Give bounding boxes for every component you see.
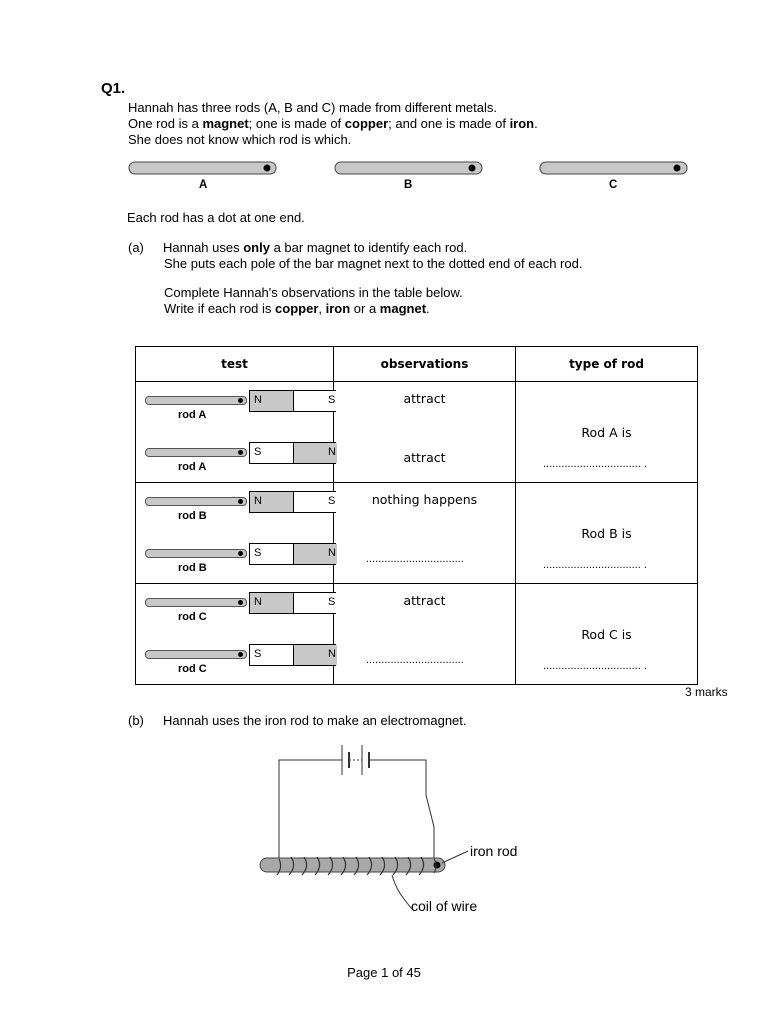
- rod-icon: [145, 549, 247, 558]
- observation-b-2-blank[interactable]: ................................: [366, 553, 464, 565]
- table-row: [136, 382, 698, 483]
- intro-line-2: One rod is a magnet; one is made of copper; and one is made of iron.: [128, 116, 538, 131]
- header-test: test: [136, 347, 334, 382]
- observation-cell: [334, 584, 516, 685]
- intro-line-3: She does not know which rod is which.: [128, 132, 352, 147]
- bar-magnet-s-facing: S N: [249, 442, 336, 464]
- bar-magnet-s-facing: S N: [249, 543, 336, 565]
- bar-magnet-n-facing: N S: [249, 592, 336, 614]
- question-number: Q1.: [101, 80, 126, 97]
- observation-b-1: nothing happens: [371, 492, 478, 507]
- rod-icon: [145, 598, 247, 607]
- page-number: Page 1 of 45: [347, 965, 421, 980]
- rod-icon: [145, 448, 247, 457]
- observation-c-1: attract: [403, 593, 446, 608]
- rod-icon: [145, 396, 247, 405]
- part-a-line-1: Hannah uses only a bar magnet to identify each rod.: [163, 240, 468, 255]
- part-a-line-4: Write if each rod is copper, iron or a magnet.: [164, 301, 430, 316]
- rod-c-figure: [540, 162, 687, 174]
- test-cell: [136, 382, 334, 483]
- rods-diagram: [120, 155, 700, 200]
- rod-a-label: rod A: [178, 409, 207, 421]
- observation-a-2: attract: [403, 450, 446, 465]
- rod-a-type-text: Rod A is: [581, 425, 632, 440]
- test-cell: [136, 584, 334, 685]
- rod-label-a: A: [199, 179, 208, 191]
- coil-label: coil of wire: [411, 898, 478, 914]
- rod-c-type-text: Rod C is: [581, 627, 632, 642]
- observation-a-1: attract: [403, 391, 446, 406]
- rod-icon: [145, 497, 247, 506]
- header-type-of-rod: type of rod: [516, 347, 698, 382]
- rod-icon: [145, 650, 247, 659]
- observation-cell: [334, 483, 516, 584]
- rod-b-label: rod B: [178, 562, 207, 574]
- header-observations: observations: [334, 347, 516, 382]
- type-cell: [516, 584, 698, 685]
- iron-rod-label: iron rod: [470, 843, 518, 859]
- bar-magnet-s-facing: S N: [249, 644, 336, 666]
- battery-icon: [342, 745, 369, 775]
- observation-c-2-blank[interactable]: ................................: [366, 654, 464, 666]
- rod-b-figure: [335, 162, 482, 174]
- part-b-text: Hannah uses the iron rod to make an electromagnet.: [163, 713, 467, 728]
- rod-b-label: rod B: [178, 510, 207, 522]
- rod-a-figure: [129, 162, 276, 174]
- rod-label-b: B: [404, 179, 413, 191]
- table-row: [136, 483, 698, 584]
- type-cell: [516, 483, 698, 584]
- rod-c-label: rod C: [178, 611, 207, 623]
- rod-a-answer-blank[interactable]: ................................ .: [543, 458, 647, 470]
- observation-cell: [334, 382, 516, 483]
- table-row: [136, 584, 698, 685]
- bar-magnet-n-facing: N S: [249, 390, 336, 412]
- part-b-label: (b): [128, 713, 144, 728]
- rod-b-answer-blank[interactable]: ................................ .: [543, 559, 647, 571]
- table-header-row: [136, 347, 698, 382]
- rod-label-c: C: [609, 179, 618, 191]
- marks-label: 3 marks: [685, 685, 728, 699]
- rod-c-label: rod C: [178, 663, 207, 675]
- part-a-label: (a): [128, 240, 144, 255]
- part-a-line-2: She puts each pole of the bar magnet next to the dotted end of each rod.: [164, 256, 583, 271]
- iron-rod-figure: [260, 858, 445, 872]
- electromagnet-diagram: [250, 735, 550, 925]
- test-cell: [136, 483, 334, 584]
- type-cell: [516, 382, 698, 483]
- dot-note: Each rod has a dot at one end.: [127, 210, 305, 225]
- part-a-line-3: Complete Hannah's observations in the table below.: [164, 285, 463, 300]
- bar-magnet-n-facing: N S: [249, 491, 336, 513]
- rod-c-answer-blank[interactable]: ................................ .: [543, 660, 647, 672]
- observations-table: [135, 346, 698, 685]
- rod-b-type-text: Rod B is: [581, 526, 632, 541]
- intro-line-1: Hannah has three rods (A, B and C) made from different metals.: [128, 100, 497, 115]
- rod-a-label: rod A: [178, 461, 207, 473]
